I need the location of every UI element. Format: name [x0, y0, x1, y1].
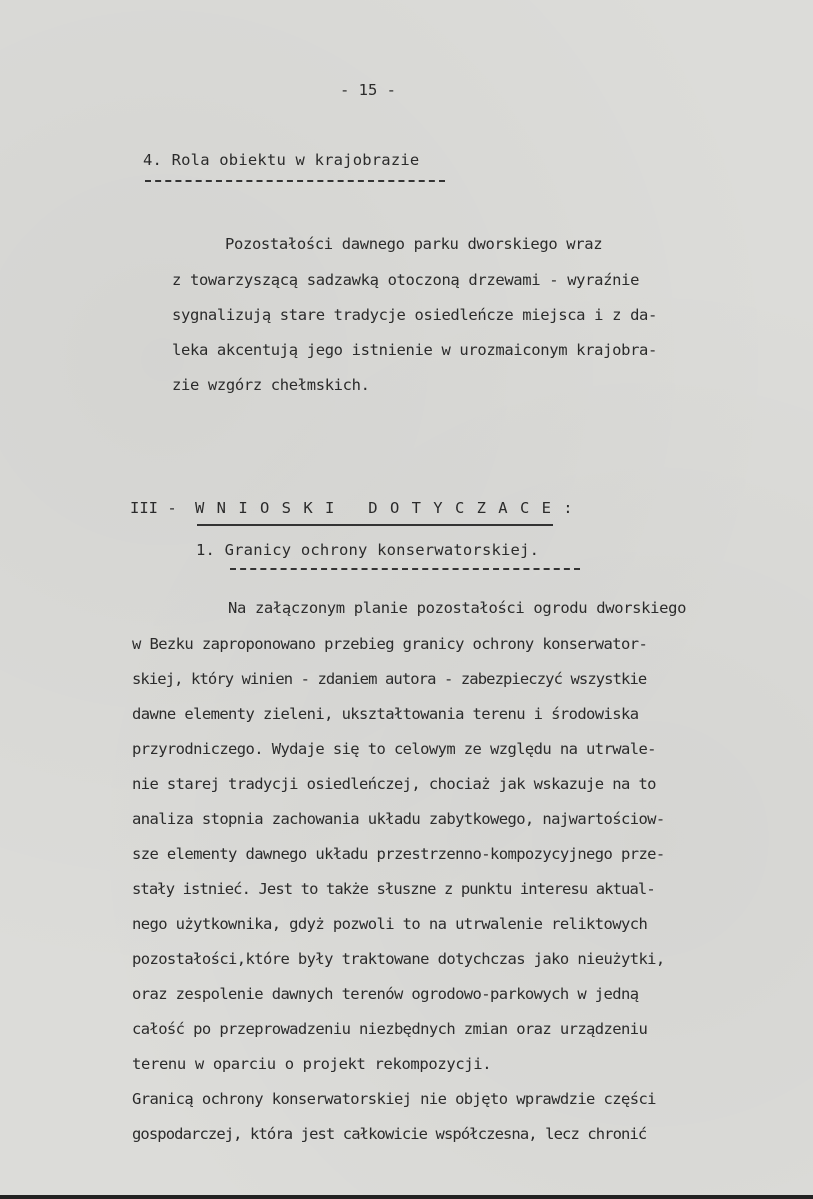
paragraph-1-line-3: skiej, który winien - zdaniem autora - zabezpieczyć wszystkie — [132, 670, 647, 688]
section-4-line-2: z towarzyszącą sadzawką otoczoną drzewami - wyraźnie — [172, 271, 640, 289]
paragraph-1-line-5: przyrodniczego. Wydaje się to celowym ze względu na utrwale- — [132, 740, 656, 758]
section-3-title-underline — [197, 524, 553, 526]
section-3-numeral: III - — [130, 499, 177, 517]
section-4-line-3: sygnalizują stare tradycje osiedleńcze miejsca i z da- — [172, 306, 658, 324]
section-4-line-5: zie wzgórz chełmskich. — [172, 376, 370, 394]
subsection-1-heading: 1. Granicy ochrony konserwatorskiej. — [196, 541, 540, 559]
paragraph-1-line-7: analiza stopnia zachowania układu zabytkowego, najwartościow- — [132, 810, 665, 828]
paragraph-2-line-2: gospodarczej, która jest całkowicie współczesna, lecz chronić — [132, 1125, 647, 1143]
paragraph-1-line-11: pozostałości,które były traktowane dotychczas jako nieużytki, — [132, 950, 665, 968]
section-3-title: W N I O S K I D O T Y C Z A C E : — [195, 499, 575, 517]
paragraph-1-line-6: nie starej tradycji osiedleńczej, chociaż jak wskazuje na to — [132, 775, 656, 793]
page-number: - 15 - — [340, 81, 396, 99]
section-4-line-1: Pozostałości dawnego parku dworskiego wraz — [225, 235, 603, 253]
paragraph-1-line-9: stały istnieć. Jest to także słuszne z punktu interesu aktual- — [132, 880, 655, 898]
section-4-heading-underline — [145, 180, 445, 182]
paragraph-1-line-4: dawne elementy zieleni, ukształtowania terenu i środowiska — [132, 705, 639, 723]
paragraph-1-line-1: Na załączonym planie pozostałości ogrodu dworskiego — [228, 599, 687, 617]
paragraph-1-line-14: terenu w oparciu o projekt rekompozycji. — [132, 1055, 492, 1073]
paragraph-1-line-13: całość po przeprowadzeniu niezbędnych zmian oraz urządzeniu — [132, 1020, 648, 1038]
paragraph-1-line-8: sze elementy dawnego układu przestrzenno-kompozycyjnego prze- — [132, 845, 665, 863]
section-4-heading: 4. Rola obiektu w krajobrazie — [143, 151, 420, 169]
subsection-1-heading-underline — [230, 568, 580, 570]
paragraph-1-line-12: oraz zespolenie dawnych terenów ogrodowo-parkowych w jedną — [132, 985, 639, 1003]
section-4-line-4: leka akcentują jego istnienie w urozmaiconym krajobra- — [172, 341, 658, 359]
paragraph-1-line-2: w Bezku zaproponowano przebieg granicy ochrony konserwator- — [132, 635, 648, 653]
paragraph-2-line-1: Granicą ochrony konserwatorskiej nie objęto wprawdzie części — [132, 1090, 656, 1108]
scan-bottom-edge — [0, 1195, 813, 1199]
paragraph-1-line-10: nego użytkownika, gdyż pozwoli to na utrwalenie reliktowych — [132, 915, 648, 933]
